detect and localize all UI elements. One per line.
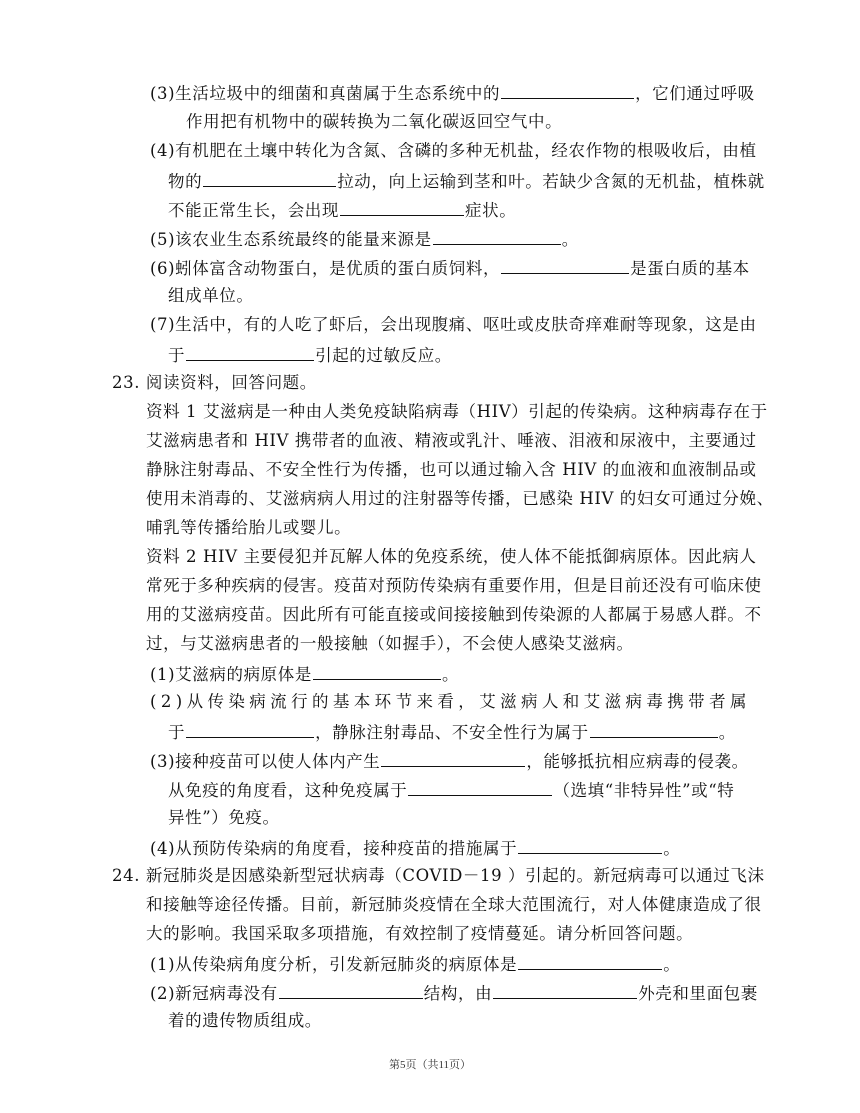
answer-blank[interactable] [186, 344, 314, 361]
q24-intro-line: 大的影响。我国采取多项措施，有效控制了疫情蔓延。请分析回答问题。 [146, 924, 694, 943]
q23-material1-line: 静脉注射毒品、不安全性行为传播，也可以通过输入含 HIV 的血液和血液制品或 [146, 460, 757, 479]
q23-part3-line3: 异性”）免疫。 [168, 808, 280, 827]
q22-part7-line2: 于 引起的过敏反应。 [168, 346, 452, 365]
answer-blank[interactable] [501, 257, 629, 274]
q22-part3-line2: 作用把有机物中的碳转换为二氧化碳返回空气中。 [186, 112, 563, 131]
q23-material2-line: 过，与艾滋病患者的一般接触（如握手），不会使人感染艾滋病。 [146, 634, 634, 653]
answer-blank[interactable] [381, 750, 525, 767]
q23-part2-line1: (2)从传染病流行的基本环节来看，艾滋病人和艾滋病毒携带者属 [150, 692, 751, 711]
q23-part2-line2: 于 ，静脉注射毒品、不安全性行为属于 。 [168, 723, 736, 742]
q23-part1: (1)艾滋病的病原体是 。 [150, 665, 460, 684]
q23-material1-line: 哺乳等传播给胎儿或婴儿。 [146, 518, 352, 537]
q23-material1-line: 艾滋病患者和 HIV 携带者的血液、精液或乳汁、唾液、泪液和尿液中，主要通过 [146, 431, 757, 450]
q22-part3-line1: (3)生活垃圾中的细菌和真菌属于生态系统中的 ，它们通过呼吸 [150, 84, 755, 103]
q22-part6-line1: (6)蚓体富含动物蛋白，是优质的蛋白质饲料， 是蛋白质的基本 [150, 259, 750, 278]
page-number-footer: 第5页（共11页） [388, 1059, 472, 1071]
q23-material1-line: 使用未消毒的、艾滋病病人用过的注射器等传播，已感染 HIV 的妇女可通过分娩、 [146, 489, 774, 508]
q22-part5: (5)该农业生态系统最终的能量来源是 。 [150, 230, 579, 249]
answer-blank[interactable] [203, 170, 336, 187]
q23-part3-line1: (3)接种疫苗可以使人体内产生 ，能够抵抗相应病毒的侵袭。 [150, 752, 749, 771]
answer-blank[interactable] [518, 837, 662, 854]
q22-part4-line1: (4)有机肥在土壤中转化为含氮、含磷的多种无机盐，经农作物的根吸收后，由植 [150, 141, 757, 160]
q23-part4: (4)从预防传染病的角度看，接种疫苗的措施属于 。 [150, 839, 681, 858]
q22-part4-line3: 不能正常生长，会出现 症状。 [168, 201, 517, 220]
q24-intro-line: 和接触等途径传播。目前，新冠肺炎疫情在全球大范围流行，对人体健康造成了很 [146, 895, 762, 914]
answer-blank[interactable] [279, 982, 423, 999]
q24-intro-line: 24. 新冠肺炎是因感染新型冠状病毒（COVID－19 ）引起的。新冠病毒可以通过飞沫 [112, 866, 765, 885]
answer-blank[interactable] [408, 779, 552, 796]
q22-part4-line2: 物的 拉动，向上运输到茎和叶。若缺少含氮的无机盐，植株就 [168, 172, 765, 191]
answer-blank[interactable] [340, 199, 464, 216]
q23-material2-line: 资料 2 HIV 主要侵犯并瓦解人体的免疫系统，使人体不能抵御病原体。因此病人 [146, 547, 757, 566]
q24-part2-line2: 着的遗传物质组成。 [168, 1011, 322, 1030]
q23-material1-line: 资料 1 艾滋病是一种由人类免疫缺陷病毒（HIV）引起的传染病。这种病毒存在于 [146, 402, 768, 421]
q23-material2-line: 用的艾滋病疫苗。因此所有可能直接或间接接触到传染源的人都属于易感人群。不 [146, 605, 762, 624]
answer-blank[interactable] [313, 663, 441, 680]
answer-blank[interactable] [590, 721, 718, 738]
q22-part6-line2: 组成单位。 [168, 286, 254, 305]
answer-blank[interactable] [518, 953, 662, 970]
q22-part7-line1: (7)生活中，有的人吃了虾后，会出现腹痛、呕吐或皮肤奇痒难耐等现象，这是由 [150, 315, 757, 334]
answer-blank[interactable] [501, 82, 634, 99]
q23-part3-line2: 从免疫的角度看，这种免疫属于 （选填“非特异性”或“特 [168, 781, 735, 800]
q23-material2-line: 常死于多种疾病的侵害。疫苗对预防传染病有重要作用，但是目前还没有可临床使 [146, 576, 762, 595]
answer-blank[interactable] [493, 982, 637, 999]
answer-blank[interactable] [186, 721, 314, 738]
q24-part2-line1: (2)新冠病毒没有 结构，由 外壳和里面包裹 [150, 984, 758, 1003]
q23-heading: 23. 阅读资料，回答问题。 [112, 373, 317, 392]
answer-blank[interactable] [433, 228, 561, 245]
q24-part1: (1)从传染病角度分析，引发新冠肺炎的病原体是 。 [150, 955, 681, 974]
